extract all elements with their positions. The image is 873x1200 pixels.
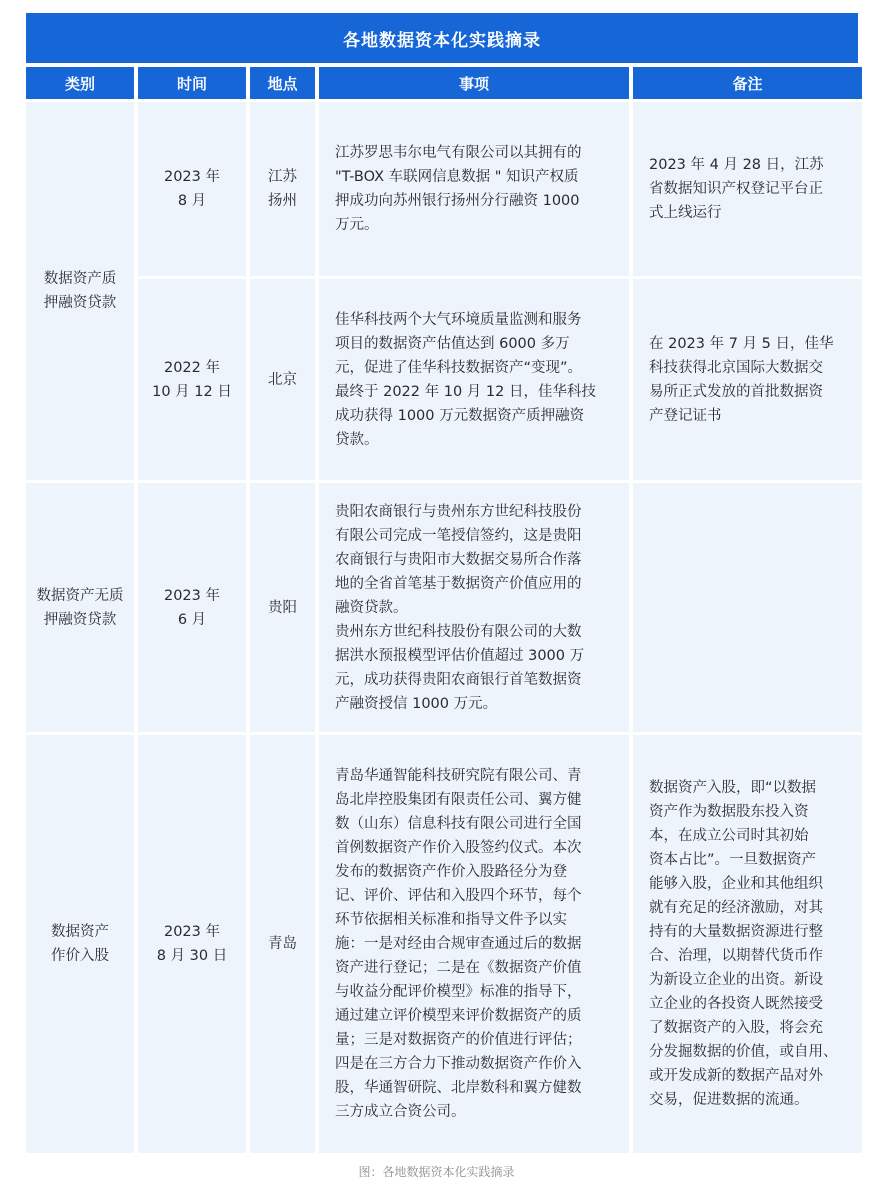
remark-cell (633, 102, 862, 276)
time-text: 2023 年 8 月 30 日 (156, 924, 228, 964)
matter-text: 佳华科技两个大气环境质量监测和服务 项目的数据资产估值达到 6000 多万 元，促进了佳华科技数据资产“变现”。 最终于 2022 年 10 月 12 日，佳华科技 成功获得 1000 万元数据资产质押融资 贷款。 (335, 311, 596, 448)
time-cell (138, 483, 246, 732)
matter-cell (319, 279, 629, 480)
place-text: 江苏 扬州 (268, 169, 297, 209)
time-text: 2022 年 10 月 12 日 (152, 359, 232, 400)
matter-cell (319, 483, 629, 732)
table-title: 各地数据资本化实践摘录 (26, 13, 858, 63)
matter-cell (319, 735, 629, 1153)
matter-text: 贵阳农商银行与贵州东方世纪科技股份 有限公司完成一笔授信签约，这是贵阳 农商银行与贵阳市大数据交易所合作落 地的全省首笔基于数据资产价值应用的 融资贷款。 贵州东方世纪科技股份有限公司的大数 据洪水预报模型评估价值超过 3000 万 元，成功获得贵阳农商银行首笔数据资 产融资授信 1000 万元。 (335, 503, 585, 712)
header-matter: 事项 (319, 67, 629, 99)
category-text: 数据资产无质 押融资贷款 (36, 587, 124, 628)
header-remark: 备注 (633, 67, 862, 99)
remark-text: 2023 年 4 月 28 日，江苏 省数据知识产权登记平台正 式上线运行 (649, 157, 824, 221)
category-cell-equity-investment (26, 735, 134, 1153)
time-cell (138, 735, 246, 1153)
remark-cell (633, 483, 862, 732)
header-place: 地点 (250, 67, 315, 99)
place-text: 北京 (268, 371, 297, 388)
time-cell (138, 102, 246, 276)
header-category: 类别 (26, 67, 134, 99)
time-text: 2023 年 8 月 (163, 169, 220, 209)
category-cell-pledge-loan (26, 102, 134, 480)
matter-text: 青岛华通智能科技研究院有限公司、青 岛北岸控股集团有限责任公司、翼方健 数（山东）信息科技有限公司进行全国 首例数据资产作价入股签约仪式。本次 发布的数据资产作价入股路径分为登 记、评价、评估和入股四个环节，每个 环节依据相关标准和指导文件予以实 施：一是对经由合规审查通过后的数据 资产进行登记；二是在《数据资产价值 与收益分配评价模型》标准的指导下， 通过建立评价模型来评价数据资产的质 量；三是对数据资产的价值进行评估； 四是在三方合力下推动数据资产作价入 股，华通智研院、北岸数科和翼方健数 三方成立合资公司。 (335, 768, 582, 1120)
remark-text: 在 2023 年 7 月 5 日，佳华 科技获得北京国际大数据交 易所正式发放的首批数据资 产登记证书 (649, 335, 834, 424)
category-text: 数据资产 作价入股 (51, 924, 109, 964)
category-text: 数据资产质 押融资贷款 (43, 271, 117, 311)
time-text: 2023 年 6 月 (163, 587, 220, 628)
data-capitalization-table (26, 67, 858, 1153)
matter-cell (319, 102, 629, 276)
time-cell (138, 279, 246, 480)
figure-caption: 图：各地数据资本化实践摘录 (358, 1165, 515, 1179)
matter-text: 江苏罗思韦尔电气有限公司以其拥有的 "T-BOX 车联网信息数据 " 知识产权质 押成功向苏州银行扬州分行融资 1000 万元。 (335, 145, 582, 233)
remark-cell (633, 735, 862, 1153)
place-cell (250, 279, 315, 480)
category-cell-non-pledge-loan (26, 483, 134, 732)
remark-text: 数据资产入股，即“以数据 资产作为数据股东投入资 本，在成立公司时其初始 资本占比”。一旦数据资产 能够入股，企业和其他组织 就有充足的经济激励，对其 持有的大量数据资源进行整 合、治理，以期替代货币作 为新设立企业的出资。新设 立企业的各投资人既然接受 了数据资产的入股，将会充 分发掘数据的价值，或自用、 或开发成新的数据产品对外 交易，促进数据的流通。 (649, 780, 838, 1108)
header-time: 时间 (138, 67, 246, 99)
place-cell (250, 735, 315, 1153)
place-cell (250, 102, 315, 276)
place-cell (250, 483, 315, 732)
place-text: 青岛 (268, 936, 297, 952)
remark-cell (633, 279, 862, 480)
place-text: 贵阳 (268, 599, 297, 616)
